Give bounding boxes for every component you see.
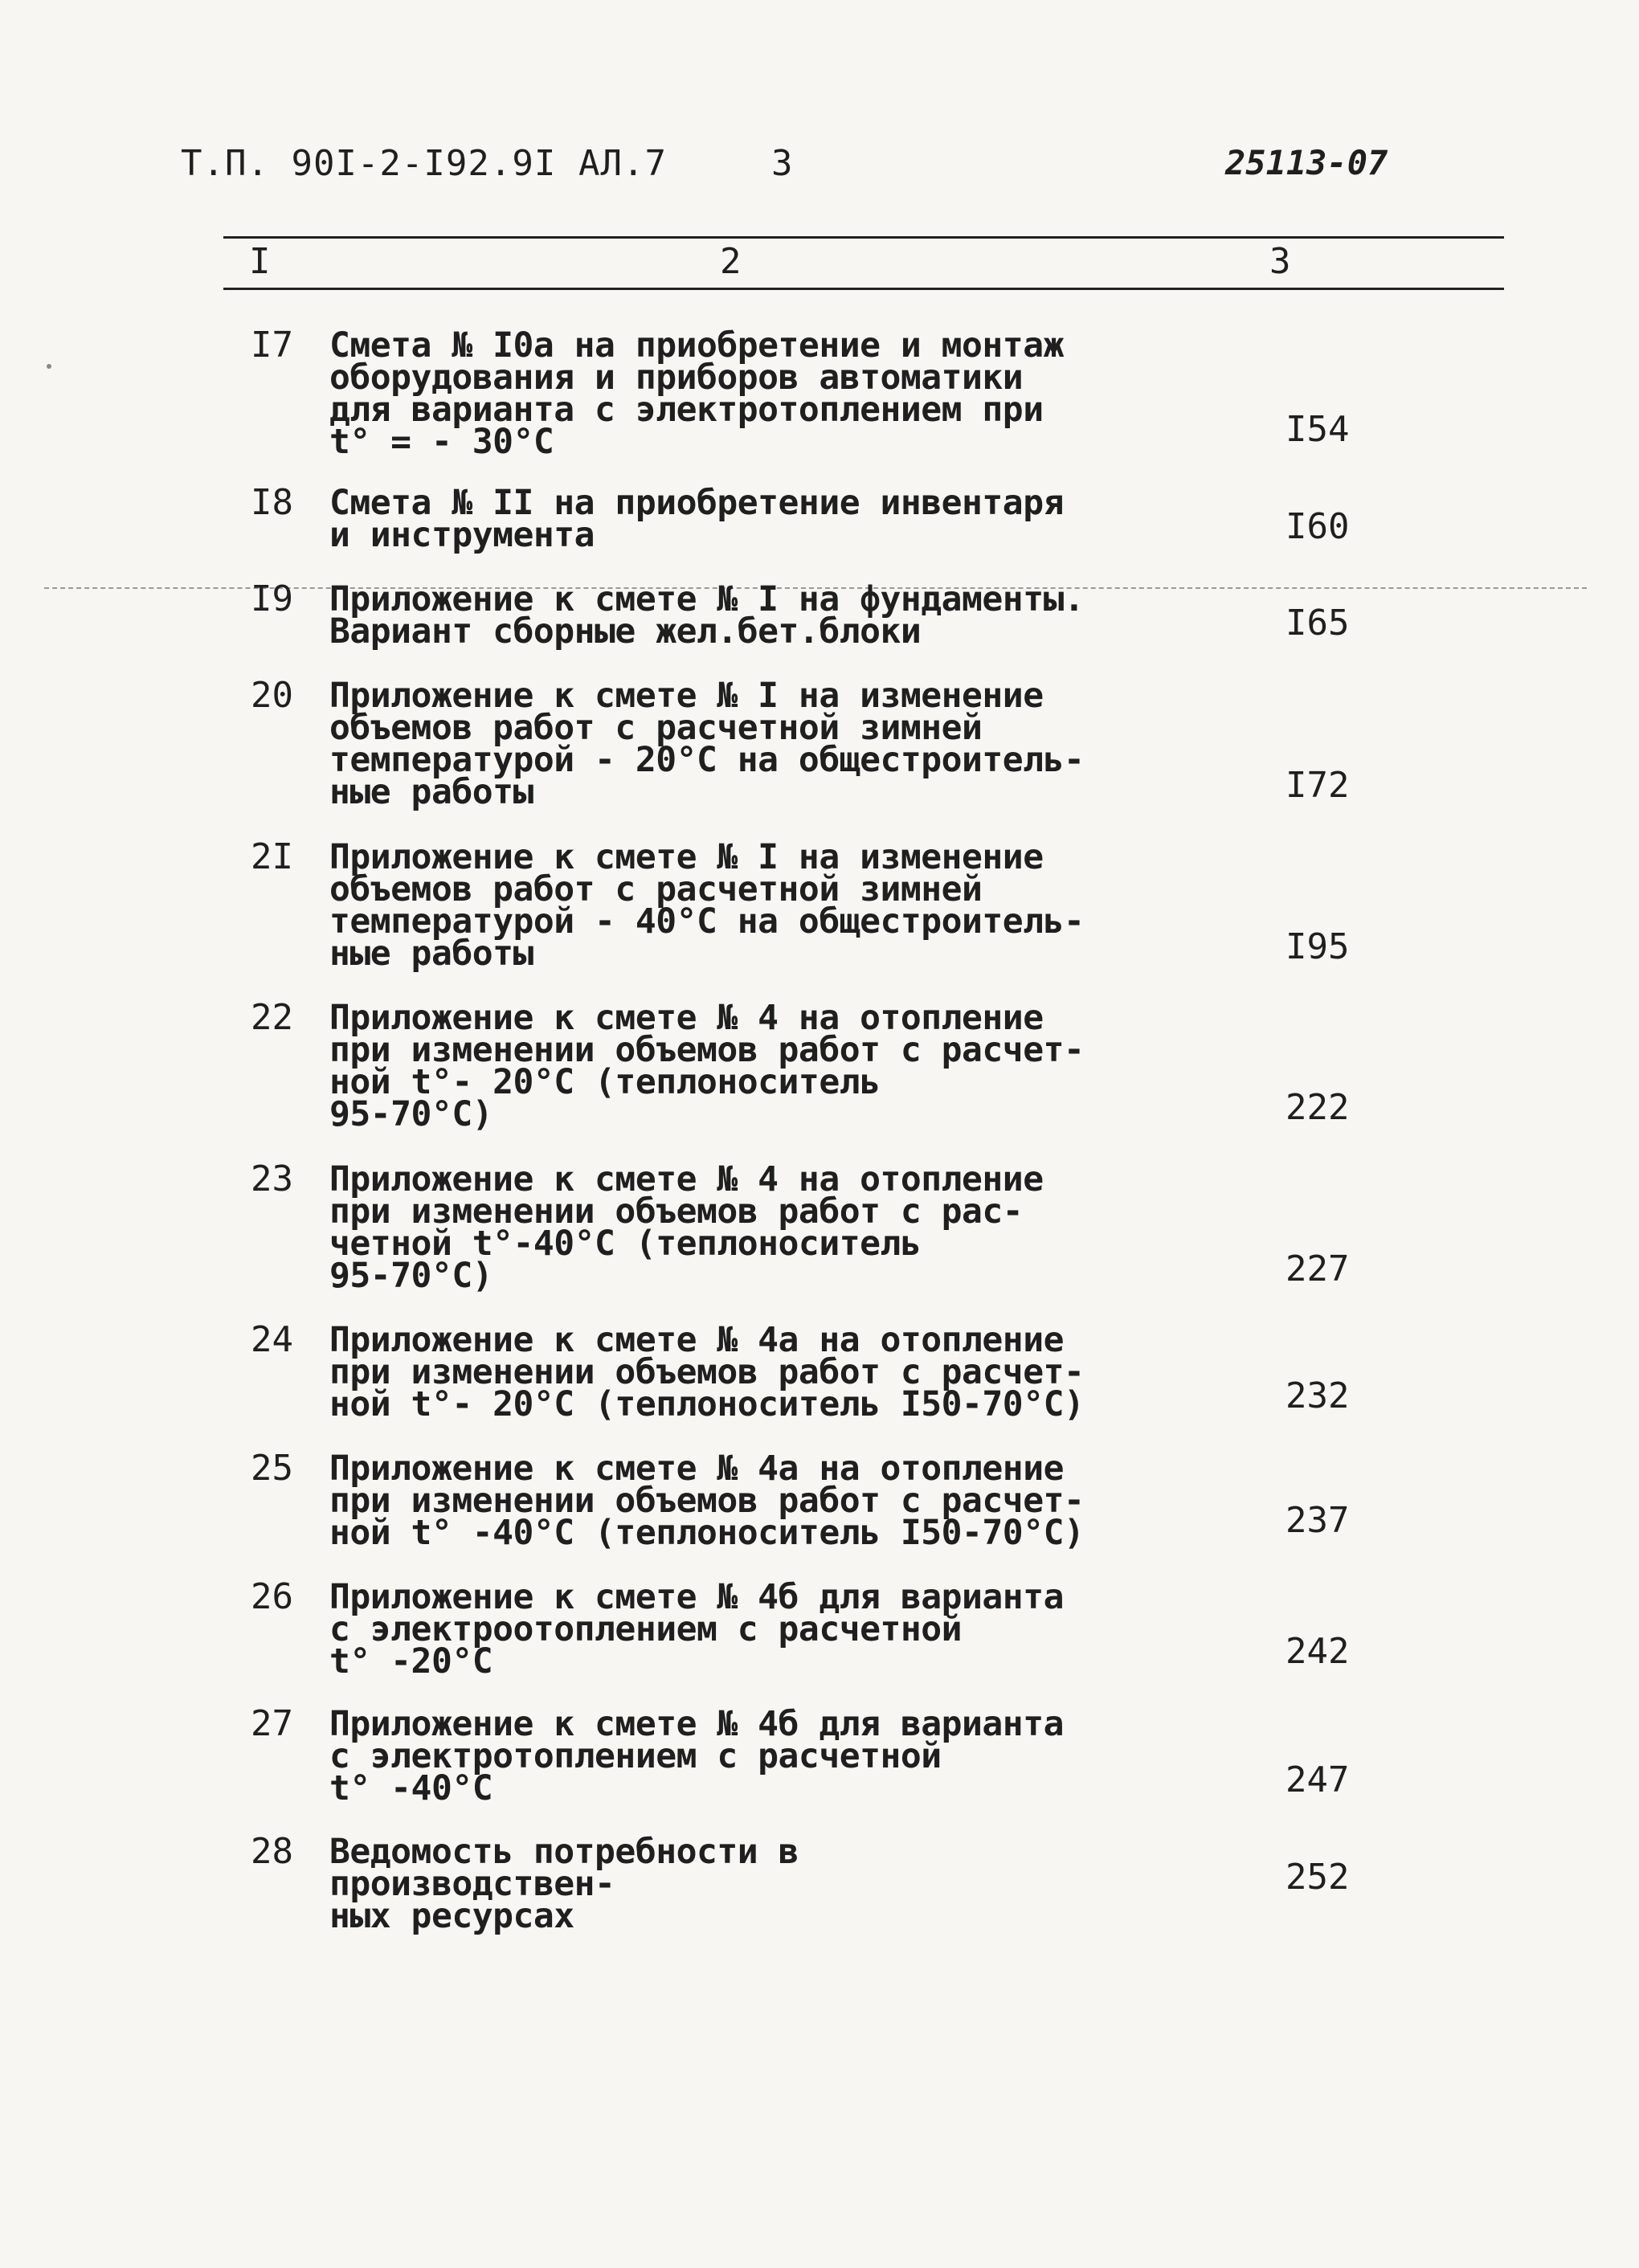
row-description: Приложение к смете № I на фундаменты. Вариант сборные жел.бет.блоки (329, 579, 1085, 652)
row-description: Смета № I0а на приобретение и монтаж оборудования и приборов автоматики для варианта с электротоплением при t° = - 30°С (329, 325, 1064, 462)
row-description: Приложение к смете № 4а на отопление при изменении объемов работ с расчет- ной t°- 20°С (теплоноситель I50-70°С) (329, 1320, 1085, 1424)
row-page: 242 (1285, 1631, 1350, 1672)
row-number: 27 (251, 1703, 293, 1744)
row-number: 2I (251, 836, 293, 877)
scan-speck (47, 364, 51, 369)
sheet-label: АЛ.7 (578, 143, 667, 184)
row-number: 22 (251, 997, 293, 1038)
handwritten-doc-number: 25113-07 (1225, 143, 1388, 182)
row-page: 237 (1285, 1500, 1350, 1541)
row-page: I60 (1285, 506, 1350, 547)
row-description: Приложение к смете № 4 на отопление при изменении объемов работ с рас- четной t°-40°С (теплоноситель 95-70°С) (329, 1159, 1044, 1296)
row-description: Приложение к смете № 4 на отопление при изменении объемов работ с расчет- ной t°- 20°С (теплоноситель 95-70°С) (329, 998, 1085, 1134)
row-number: I8 (251, 482, 293, 523)
row-page: 247 (1285, 1759, 1350, 1800)
row-page: I95 (1285, 926, 1350, 967)
row-page: 227 (1285, 1248, 1350, 1289)
row-number: I9 (251, 578, 293, 619)
row-description: Приложение к смете № 4б для варианта с электротоплением с расчетной t° -40°С (329, 1704, 1064, 1808)
row-description: Приложение к смете № 4а на отопление при изменении объемов работ с расчет- ной t° -40°С (теплоноситель I50-70°С) (329, 1449, 1085, 1553)
row-page: 222 (1285, 1087, 1350, 1128)
row-page: I65 (1285, 603, 1350, 644)
column-header-1: I (249, 241, 271, 282)
row-description: Смета № II на приобретение инвентаря и инструмента (329, 483, 1064, 555)
column-header-2: 2 (720, 241, 742, 282)
row-description: Приложение к смете № 4б для варианта с электроотоплением с расчетной t° -20°С (329, 1577, 1064, 1682)
row-number: 23 (251, 1159, 293, 1199)
row-page: 232 (1285, 1375, 1350, 1416)
row-number: 24 (251, 1319, 293, 1360)
row-page: 252 (1285, 1857, 1350, 1898)
page-number: 3 (771, 143, 794, 184)
row-description: Ведомость потребности в производствен- ных ресурсах (329, 1832, 799, 1936)
document-code: Т.П. 90I-2-I92.9I (181, 143, 557, 184)
row-number: 20 (251, 675, 293, 716)
row-description: Приложение к смете № I на изменение объемов работ с расчетной зимней температурой - 40°С на общестроитель- ные работы (329, 837, 1085, 974)
row-number: 26 (251, 1576, 293, 1617)
table-top-rule (223, 236, 1504, 239)
row-number: 25 (251, 1448, 293, 1489)
row-page: I54 (1285, 409, 1350, 450)
row-number: 28 (251, 1831, 293, 1872)
column-header-3: 3 (1269, 241, 1291, 282)
row-description: Приложение к смете № I на изменение объемов работ с расчетной зимней температурой - 20°С на общестроитель- ные работы (329, 676, 1085, 812)
row-number: I7 (251, 325, 293, 366)
table-header-rule (223, 288, 1504, 290)
row-page: I72 (1285, 765, 1350, 806)
